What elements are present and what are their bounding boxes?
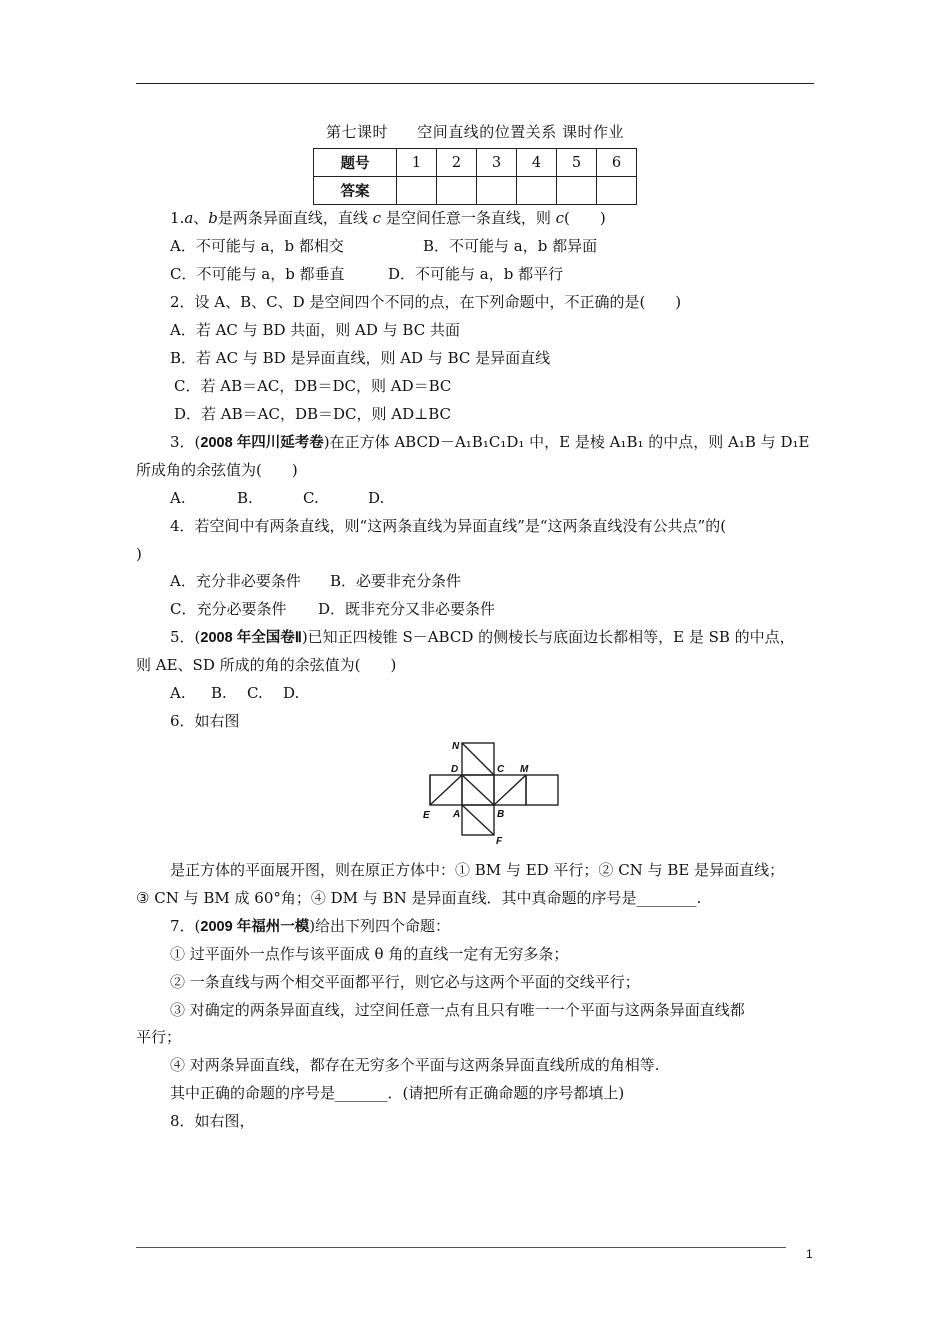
q2-option-c: C．若 AB＝AC，DB＝DC，则 AD＝BC bbox=[174, 377, 452, 395]
label-M: M bbox=[520, 764, 529, 775]
net-diagonal bbox=[462, 775, 494, 805]
q4-stem: 4．若空间中有两条直线，则“这两条直线为异面直线”是“这两条直线没有公共点”的( bbox=[170, 517, 727, 535]
q5-source: 2008 年全国卷Ⅱ bbox=[200, 630, 302, 646]
page-title bbox=[0, 121, 950, 142]
label-F: F bbox=[496, 836, 503, 847]
answer-table-answer-row bbox=[314, 177, 637, 205]
q7-text: )给出下列四个命题： bbox=[309, 917, 451, 935]
label-E: E bbox=[423, 810, 430, 821]
q5-option-b: B. bbox=[211, 684, 227, 702]
answer-table-header-row bbox=[314, 149, 637, 177]
answer-cell[interactable] bbox=[597, 177, 637, 205]
q5-number: 5．( bbox=[170, 628, 201, 646]
q2-option-a: A．若 AC 与 BD 共面，则 AD 与 BC 共面 bbox=[170, 321, 460, 339]
q1-sep: 、 bbox=[193, 209, 209, 227]
answer-table-number: 5 bbox=[557, 149, 597, 177]
q7-proposition-2: ② 一条直线与两个相交平面都平行，则它必与这两个平面的交线平行； bbox=[170, 973, 640, 991]
answer-table-number: 4 bbox=[517, 149, 557, 177]
q4-option-c: C．充分必要条件 bbox=[170, 600, 287, 618]
q2-stem: 2．设 A、B、C、D 是空间四个不同的点，在下列命题中，不正确的是( ) bbox=[170, 293, 682, 311]
q1-var-b: b bbox=[208, 209, 218, 227]
q3-option-a: A. bbox=[170, 489, 186, 507]
q5-text: )已知正四棱锥 S－ABCD 的侧棱长与底面边长都相等，E 是 SB 的中点， bbox=[301, 628, 795, 646]
footer-rule bbox=[136, 1247, 786, 1248]
q7-ask: 其中正确的命题的序号是_______．(请把所有正确命题的序号都填上) bbox=[170, 1084, 625, 1102]
answer-table-number: 2 bbox=[437, 149, 477, 177]
q7-number: 7．( bbox=[170, 917, 201, 935]
q4-option-d: D．既非充分又非必要条件 bbox=[318, 600, 496, 618]
answer-cell[interactable] bbox=[397, 177, 437, 205]
label-A: A bbox=[453, 809, 461, 820]
answer-cell[interactable] bbox=[557, 177, 597, 205]
q7-stem bbox=[170, 916, 450, 937]
q3-stem bbox=[170, 432, 809, 453]
q1-var-c: c bbox=[555, 209, 565, 227]
q1-text: 是两条异面直线，直线 bbox=[217, 209, 373, 227]
q6-stem: 6．如右图 bbox=[170, 712, 240, 730]
label-B: B bbox=[497, 809, 505, 820]
q2-option-b: B．若 AC 与 BD 是异面直线，则 AD 与 BC 是异面直线 bbox=[170, 349, 551, 367]
answer-table-number: 1 bbox=[397, 149, 437, 177]
q4-option-a: A．充分非必要条件 bbox=[170, 572, 301, 590]
q1-text: 是空间任意一条直线，则 bbox=[381, 209, 556, 227]
q3-option-b: B. bbox=[237, 489, 253, 507]
label-D: D bbox=[451, 764, 459, 775]
q6-text-line2: ③ CN 与 BM 成 60°角；④ DM 与 BN 是异面直线．其中真命题的序号是________. bbox=[136, 889, 702, 907]
q5-stem-cont: 则 AE、SD 所成的角的余弦值为( ) bbox=[136, 656, 397, 674]
q7-source: 2009 年福州一模 bbox=[200, 919, 310, 935]
answer-table-number: 3 bbox=[477, 149, 517, 177]
q1-number: 1. bbox=[170, 209, 185, 227]
answer-table bbox=[313, 148, 637, 205]
q7-proposition-4: ④ 对两条异面直线，都存在无穷多个平面与这两条异面直线所成的角相等. bbox=[170, 1056, 660, 1074]
net-diagonal bbox=[462, 743, 494, 775]
q7-proposition-1: ① 过平面外一点作与该平面成 θ 角的直线一定有无穷多条； bbox=[170, 945, 569, 963]
q2-option-d: D．若 AB＝AC，DB＝DC，则 AD⊥BC bbox=[174, 405, 452, 423]
answer-table-header-label: 题号 bbox=[314, 149, 397, 177]
q5-option-d: D. bbox=[283, 684, 300, 702]
q1-option-d: D．不可能与 a，b 都平行 bbox=[388, 265, 564, 283]
net-diagonal bbox=[462, 805, 494, 835]
cube-net-figure bbox=[418, 738, 568, 848]
q7-proposition-3-cont: 平行； bbox=[136, 1028, 182, 1046]
q3-option-d: D. bbox=[368, 489, 385, 507]
header-rule bbox=[136, 83, 814, 84]
title-left: 第七课时 bbox=[325, 123, 388, 141]
q1-option-c: C．不可能与 a，b 都垂直 bbox=[170, 265, 345, 283]
answer-table-answer-label: 答案 bbox=[314, 177, 397, 205]
q7-proposition-3: ③ 对确定的两条异面直线，过空间任意一点有且只有唯一一个平面与这两条异面直线都 bbox=[170, 1001, 745, 1019]
answer-cell[interactable] bbox=[477, 177, 517, 205]
q4-option-b: B．必要非充分条件 bbox=[330, 572, 462, 590]
q8-stem: 8．如右图， bbox=[170, 1112, 255, 1130]
answer-cell[interactable] bbox=[517, 177, 557, 205]
q5-option-a: A. bbox=[170, 684, 186, 702]
answer-table-number: 6 bbox=[597, 149, 637, 177]
q6-text-line1: 是正方体的平面展开图，则在原正方体中：① BM 与 ED 平行；② CN 与 BE 是异面直线； bbox=[170, 861, 785, 879]
q3-source: 2008 年四川延考卷 bbox=[200, 435, 324, 451]
q1-var-c: c bbox=[372, 209, 382, 227]
q1-option-a: A．不可能与 a，b 都相交 bbox=[170, 237, 344, 255]
answer-cell[interactable] bbox=[437, 177, 477, 205]
label-N: N bbox=[452, 741, 460, 752]
net-diagonal bbox=[494, 775, 526, 805]
q3-option-c: C. bbox=[303, 489, 319, 507]
q3-text: )在正方体 ABCD－A₁B₁C₁D₁ 中，E 是棱 A₁B₁ 的中点，则 A₁B 与 D₁E bbox=[323, 433, 810, 451]
q3-stem-cont: 所成角的余弦值为( ) bbox=[136, 461, 298, 479]
q4-stem-cont: ) bbox=[136, 545, 142, 563]
label-C: C bbox=[497, 764, 505, 775]
q1-option-b: B．不可能与 a，b 都异面 bbox=[423, 237, 598, 255]
net-diagonal bbox=[430, 775, 462, 805]
q5-option-c: C. bbox=[247, 684, 263, 702]
q1-paren: ( ) bbox=[564, 209, 606, 227]
q3-number: 3．( bbox=[170, 433, 201, 451]
q5-stem bbox=[170, 627, 795, 648]
title-right: 空间直线的位置关系 课时作业 bbox=[417, 123, 625, 141]
q1-var-a: a bbox=[184, 209, 194, 227]
page-number: 1 bbox=[806, 1247, 813, 1261]
q1-stem bbox=[170, 208, 606, 228]
net-square-right2 bbox=[526, 775, 558, 805]
